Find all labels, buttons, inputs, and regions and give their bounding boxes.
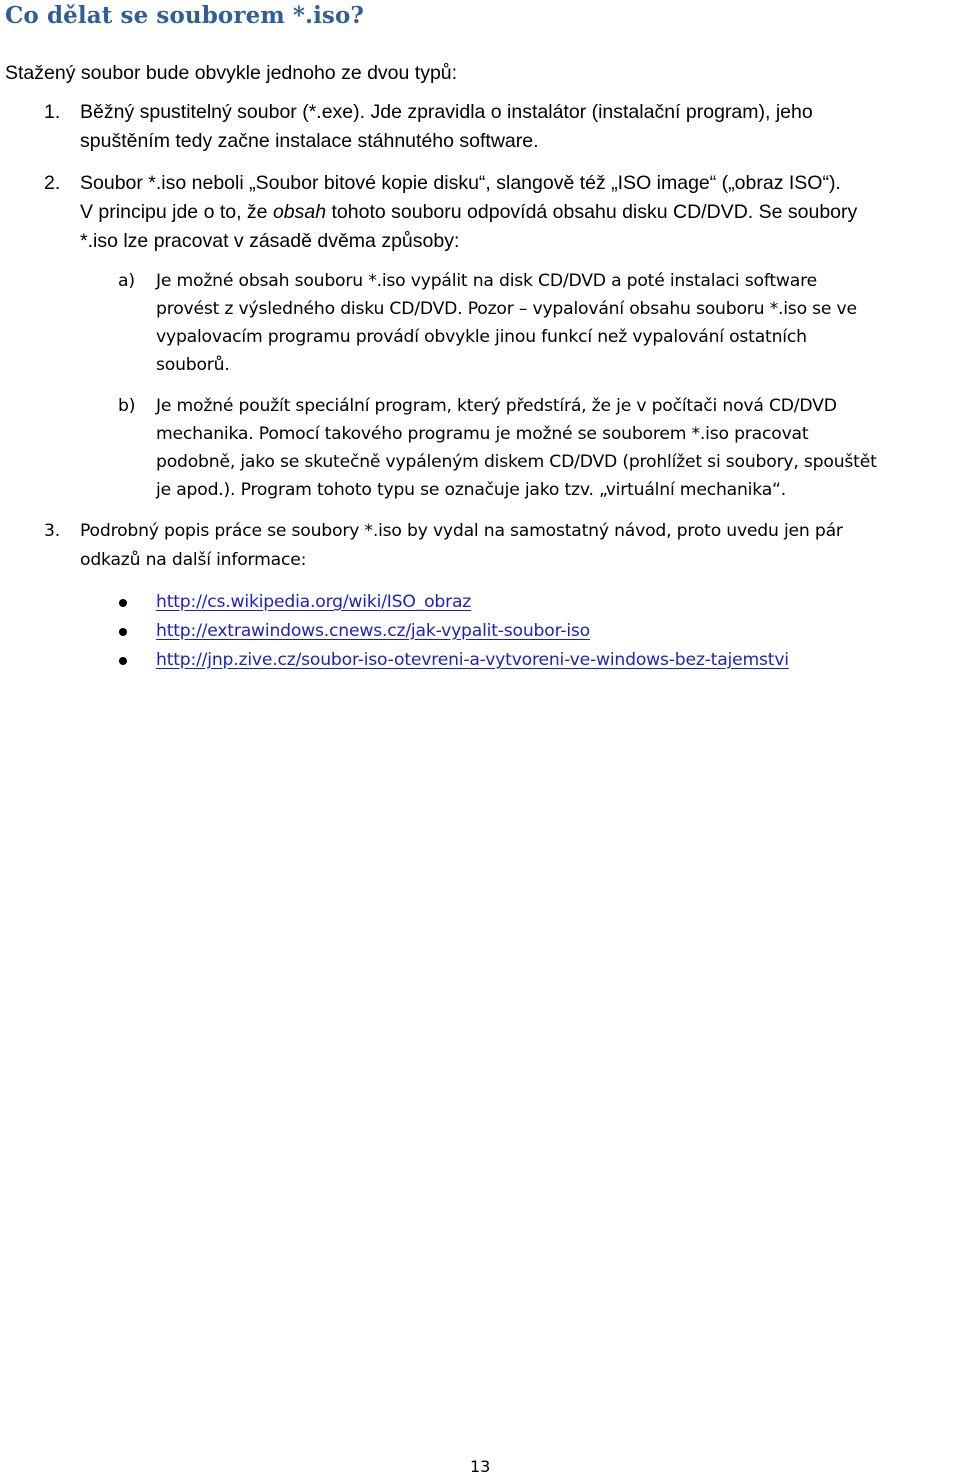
item-2-number: 2. xyxy=(44,172,61,194)
subitem-b-line-1: Je možné použít speciální program, který předstírá, že je v počítači nová CD/DVD xyxy=(156,396,837,416)
subitem-a-line-3: vypalovacím programu provádí obvykle jinou funkcí než vypalování ostatních xyxy=(156,327,807,347)
link-zive[interactable]: http://jnp.zive.cz/soubor-iso-otevreni-a-vytvoreni-ve-windows-bez-tajemstvi xyxy=(156,650,789,670)
item-2-line-1: Soubor *.iso neboli „Soubor bitové kopie disku“, slangově též „ISO image“ („obraz ISO“). xyxy=(80,172,841,194)
subitem-a-line-4: souborů. xyxy=(156,355,230,375)
item-2-line-2-emphasis: obsah xyxy=(272,201,327,223)
item-2-line-3: *.iso lze pracovat v zásadě dvěma způsoby: xyxy=(80,230,460,252)
bullet-icon xyxy=(119,657,127,665)
subitem-a-line-1: Je možné obsah souboru *.iso vypálit na disk CD/DVD a poté instalaci software xyxy=(156,271,817,291)
page-number: 13 xyxy=(470,1457,491,1476)
subitem-a-line-2: provést z výsledného disku CD/DVD. Pozor – vypalování obsahu souboru *.iso se ve xyxy=(156,299,857,319)
subitem-b-line-3: podobně, jako se skutečně vypáleným diskem CD/DVD (prohlížet si soubory, spouštět xyxy=(156,452,877,472)
bullet-icon xyxy=(119,599,127,607)
link-wikipedia-iso[interactable]: http://cs.wikipedia.org/wiki/ISO_obraz xyxy=(156,592,472,612)
subitem-a-label: a) xyxy=(118,271,135,291)
item-3-line-1: Podrobný popis práce se soubory *.iso by vydal na samostatný návod, proto uvedu jen pár xyxy=(80,521,843,541)
link-extrawindows[interactable]: http://extrawindows.cnews.cz/jak-vypalit-soubor-iso xyxy=(156,621,590,641)
page-title: Co dělat se souborem *.iso? xyxy=(5,2,364,29)
bullet-icon xyxy=(119,628,127,636)
subitem-b-label: b) xyxy=(118,396,136,416)
item-3-number: 3. xyxy=(44,521,60,541)
item-2-line-2-pre: V principu jde o to, že xyxy=(80,201,273,223)
subitem-b-line-4: je apod.). Program tohoto typu se označuje jako tzv. „virtuální mechanika“. xyxy=(156,480,787,500)
item-2-line-2 xyxy=(80,199,857,225)
item-3-line-2: odkazů na další informace: xyxy=(80,550,307,570)
item-1-line-2: spuštěním tedy začne instalace stáhnutého software. xyxy=(80,130,539,152)
subitem-b-line-2: mechanika. Pomocí takového programu je možné se souborem *.iso pracovat xyxy=(156,424,809,444)
item-1-line-1: Běžný spustitelný soubor (*.exe). Jde zpravidla o instalátor (instalační program), jeho xyxy=(80,101,813,123)
item-2-line-2-post: tohoto souboru odpovídá obsahu disku CD/DVD. Se soubory xyxy=(326,201,858,223)
intro-text: Stažený soubor bude obvykle jednoho ze dvou typů: xyxy=(5,62,458,84)
item-1-number: 1. xyxy=(44,101,61,123)
